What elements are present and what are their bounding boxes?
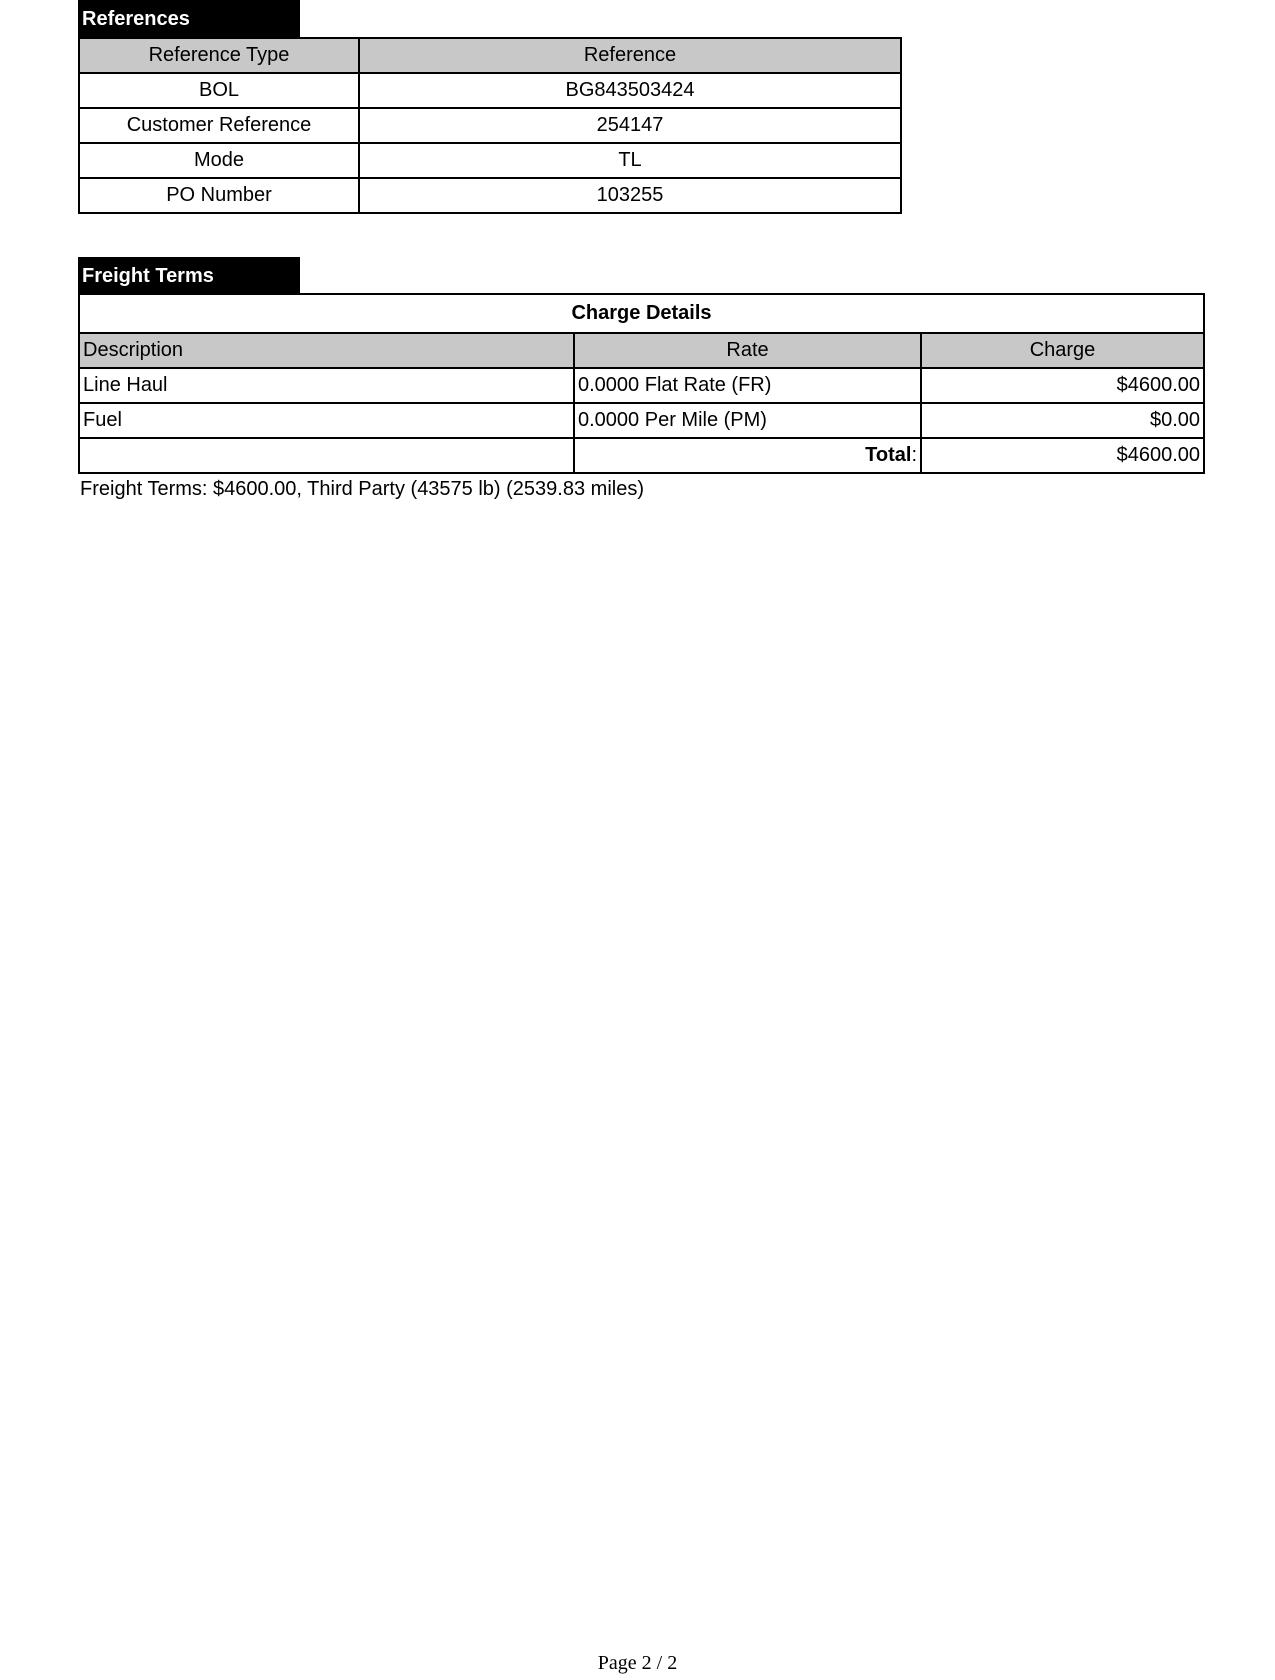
total-colon: :	[911, 444, 917, 466]
charge-header: Charge	[921, 333, 1204, 368]
page-number: Page 2 / 2	[597, 1652, 678, 1674]
reference-type-cell: PO Number	[79, 178, 359, 213]
reference-value-cell: TL	[359, 143, 901, 178]
charge-cell: $0.00	[921, 403, 1204, 438]
total-label-cell	[574, 438, 921, 473]
description-header: Description	[79, 333, 574, 368]
rate-cell: 0.0000 Flat Rate (FR)	[574, 368, 921, 403]
freight-terms-summary: Freight Terms: $4600.00, Third Party (43575 lb) (2539.83 miles)	[80, 478, 644, 500]
charge-details-table	[78, 293, 1205, 474]
charge-details-title: Charge Details	[79, 294, 1204, 333]
table-row	[79, 178, 901, 213]
description-cell: Line Haul	[79, 368, 574, 403]
reference-type-cell: BOL	[79, 73, 359, 108]
table-row	[79, 143, 901, 178]
table-row	[79, 403, 1204, 438]
freight-terms-section-title: Freight Terms	[78, 257, 300, 293]
total-row	[79, 438, 1204, 473]
reference-type-cell: Customer Reference	[79, 108, 359, 143]
table-row	[79, 108, 901, 143]
charge-details-title-row	[79, 294, 1204, 333]
reference-value-cell: 103255	[359, 178, 901, 213]
description-cell: Fuel	[79, 403, 574, 438]
charge-cell: $4600.00	[921, 368, 1204, 403]
table-row	[79, 73, 901, 108]
reference-type-cell: Mode	[79, 143, 359, 178]
empty-cell	[79, 438, 574, 473]
total-value-cell: $4600.00	[921, 438, 1204, 473]
rate-header: Rate	[574, 333, 921, 368]
reference-value-cell: BG843503424	[359, 73, 901, 108]
references-section-title: References	[78, 0, 300, 37]
references-header-row	[79, 38, 901, 73]
reference-value-cell: 254147	[359, 108, 901, 143]
rate-cell: 0.0000 Per Mile (PM)	[574, 403, 921, 438]
table-row	[79, 368, 1204, 403]
reference-header: Reference	[359, 38, 901, 73]
charge-header-row	[79, 333, 1204, 368]
references-table	[78, 37, 902, 214]
total-label: Total	[865, 444, 912, 466]
reference-type-header: Reference Type	[79, 38, 359, 73]
